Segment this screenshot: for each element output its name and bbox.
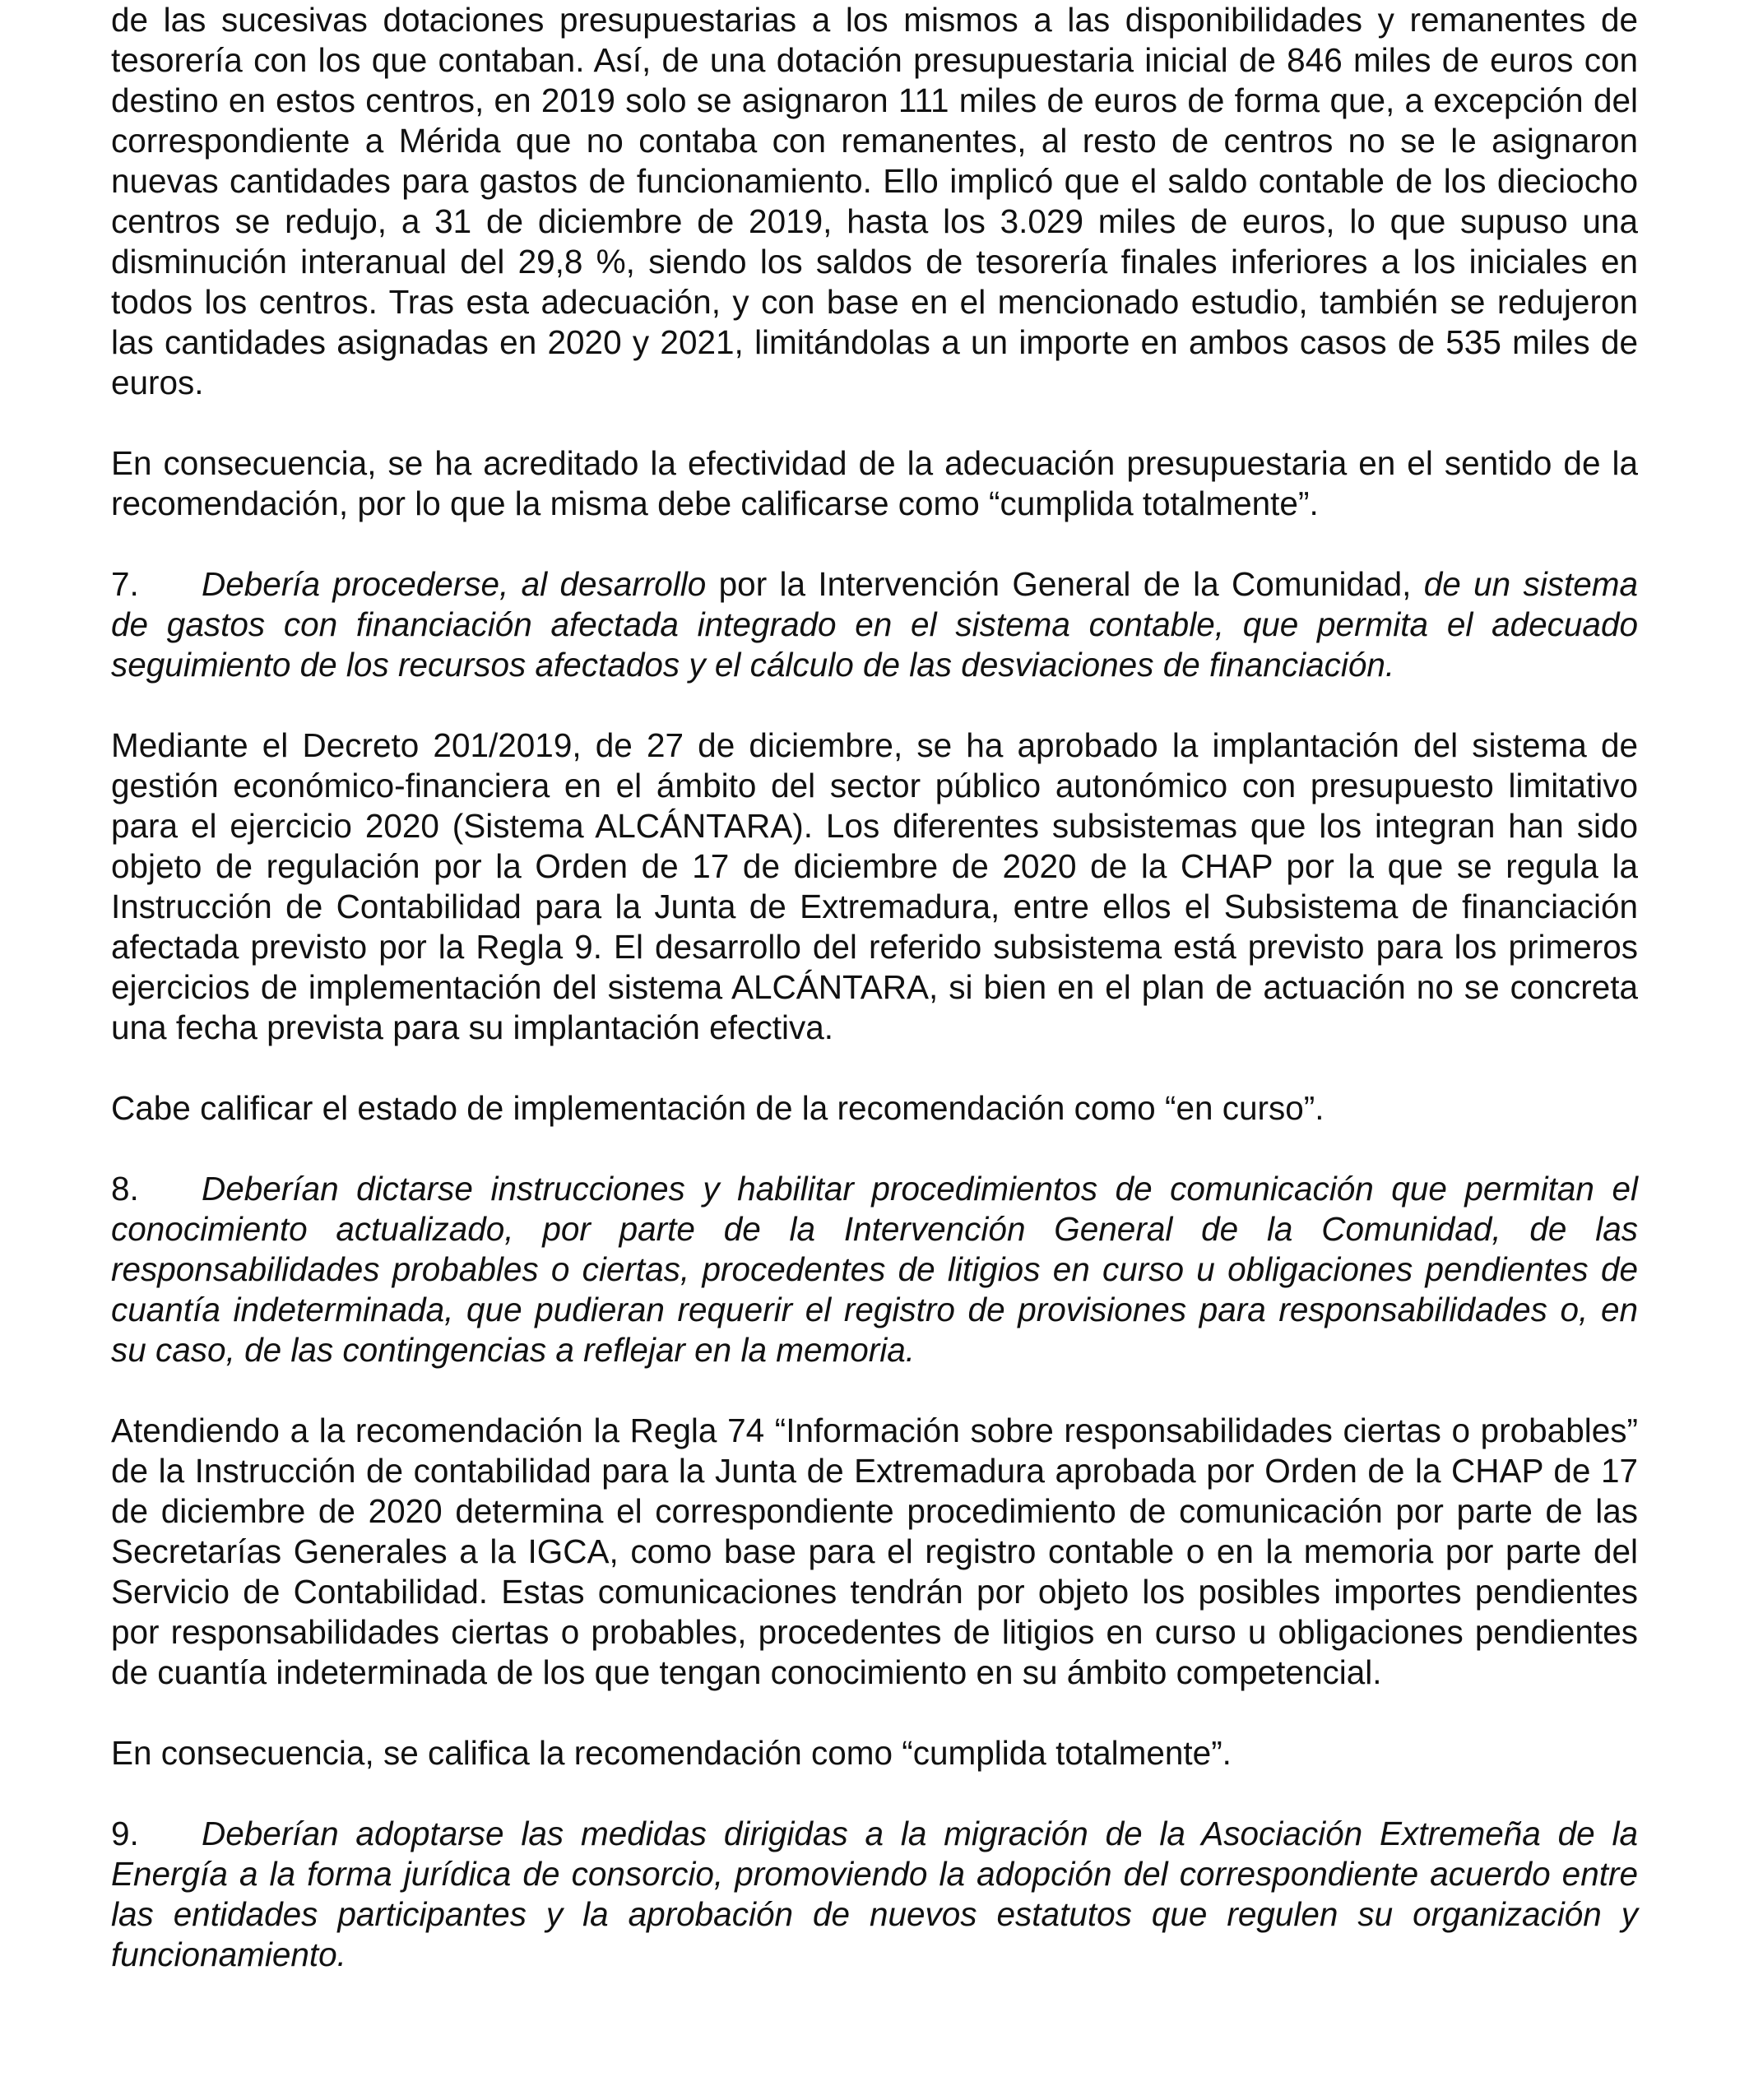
paragraph-conclusion-8: En consecuencia, se califica la recomendación como “cumplida totalmente”. bbox=[111, 1734, 1232, 1772]
recommendation-8 bbox=[111, 1169, 1638, 1370]
document-page bbox=[111, 0, 1638, 1975]
recommendation-text-regular: por la Intervención General de la Comunidad, bbox=[706, 565, 1424, 603]
recommendation-number: 9. bbox=[111, 1815, 139, 1852]
paragraph-regla-74: Atendiendo a la recomendación la Regla 74 “Información sobre responsabilidades ciertas o probables” de la Instrucción de contabilidad para la Junta de Extremadura aprobada por Orden de la CHAP de 17 de diciembre de 2020 determina el correspondiente procedimiento de comunicación por parte de las Secretarías Generales a la IGCA, como base para el registro contable o en la memoria por parte del Servicio de Contabilidad. Estas comunicaciones tendrán por objeto los posibles importes pendientes por responsabilidades ciertas o probables, procedentes de litigios en curso u obligaciones pendientes de cuantía indeterminada de los que tengan conocimiento en su ámbito competencial. bbox=[111, 1412, 1638, 1691]
recommendation-text-italic: de un sistema de gastos con financiación afectada integrado en el sistema contable, que permita el adecuado seguimiento de los recursos afectados y el cálculo de las desviaciones de financiación. bbox=[111, 565, 1638, 684]
recommendation-number: 7. bbox=[111, 565, 139, 603]
paragraph-conclusion-6: En consecuencia, se ha acreditado la efectividad de la adecuación presupuestaria en el sentido de la recomendación, por lo que la misma debe calificarse como “cumplida totalmente”. bbox=[111, 444, 1638, 522]
recommendation-7 bbox=[111, 564, 1638, 685]
paragraph-budget-adjustment: de las sucesivas dotaciones presupuestarias a los mismos a las disponibilidades y remanentes de tesorería con los que contaban. Así, de una dotación presupuestaria inicial de 846 miles de euros con destino en estos centros, en 2019 solo se asignaron 111 miles de euros de forma que, a excepción del correspondiente a Mérida que no contaba con remanentes, al resto de centros no se le asignaron nuevas cantidades para gastos de funcionamiento. Ello implicó que el saldo contable de los dieciocho centros se redujo, a 31 de diciembre de 2019, hasta los 3.029 miles de euros, lo que supuso una disminución interanual del 29,8 %, siendo los saldos de tesorería finales inferiores a los iniciales en todos los centros. Tras esta adecuación, y con base en el mencionado estudio, también se redujeron las cantidades asignadas en 2020 y 2021, limitándolas a un importe en ambos casos de 535 miles de euros. bbox=[111, 1, 1638, 401]
paragraph-decreto-alcantara: Mediante el Decreto 201/2019, de 27 de diciembre, se ha aprobado la implantación del sistema de gestión económico-financiera en el ámbito del sector público autonómico con presupuesto limitativo para el ejercicio 2020 (Sistema ALCÁNTARA). Los diferentes subsistemas que los integran han sido objeto de regulación por la Orden de 17 de diciembre de 2020 de la CHAP por la que se regula la Instrucción de Contabilidad para la Junta de Extremadura, entre ellos el Subsistema de financiación afectada previsto por la Regla 9. El desarrollo del referido subsistema está previsto para los primeros ejercicios de implementación del sistema ALCÁNTARA, si bien en el plan de actuación no se concreta una fecha prevista para su implantación efectiva. bbox=[111, 726, 1638, 1046]
recommendation-number: 8. bbox=[111, 1170, 139, 1208]
recommendation-9 bbox=[111, 1814, 1638, 1975]
paragraph-conclusion-7: Cabe calificar el estado de implementación de la recomendación como “en curso”. bbox=[111, 1089, 1325, 1127]
recommendation-text-italic: Deberían adoptarse las medidas dirigidas a la migración de la Asociación Extremeña de la Energía a la forma jurídica de consorcio, promoviendo la adopción del correspondiente acuerdo entre las entidades participantes y la aprobación de nuevos estatutos que regulen su organización y funcionamiento. bbox=[111, 1815, 1638, 1973]
recommendation-text-italic: Debería procederse, al desarrollo bbox=[202, 565, 707, 603]
recommendation-text-italic: Deberían dictarse instrucciones y habilitar procedimientos de comunicación que permitan el conocimiento actualizado, por parte de la Intervención General de la Comunidad, de las responsabilidades probables o ciertas, procedentes de litigios en curso u obligaciones pendientes de cuantía indeterminada, que pudieran requerir el registro de provisiones para responsabilidades o, en su caso, de las contingencias a reflejar en la memoria. bbox=[111, 1170, 1638, 1369]
